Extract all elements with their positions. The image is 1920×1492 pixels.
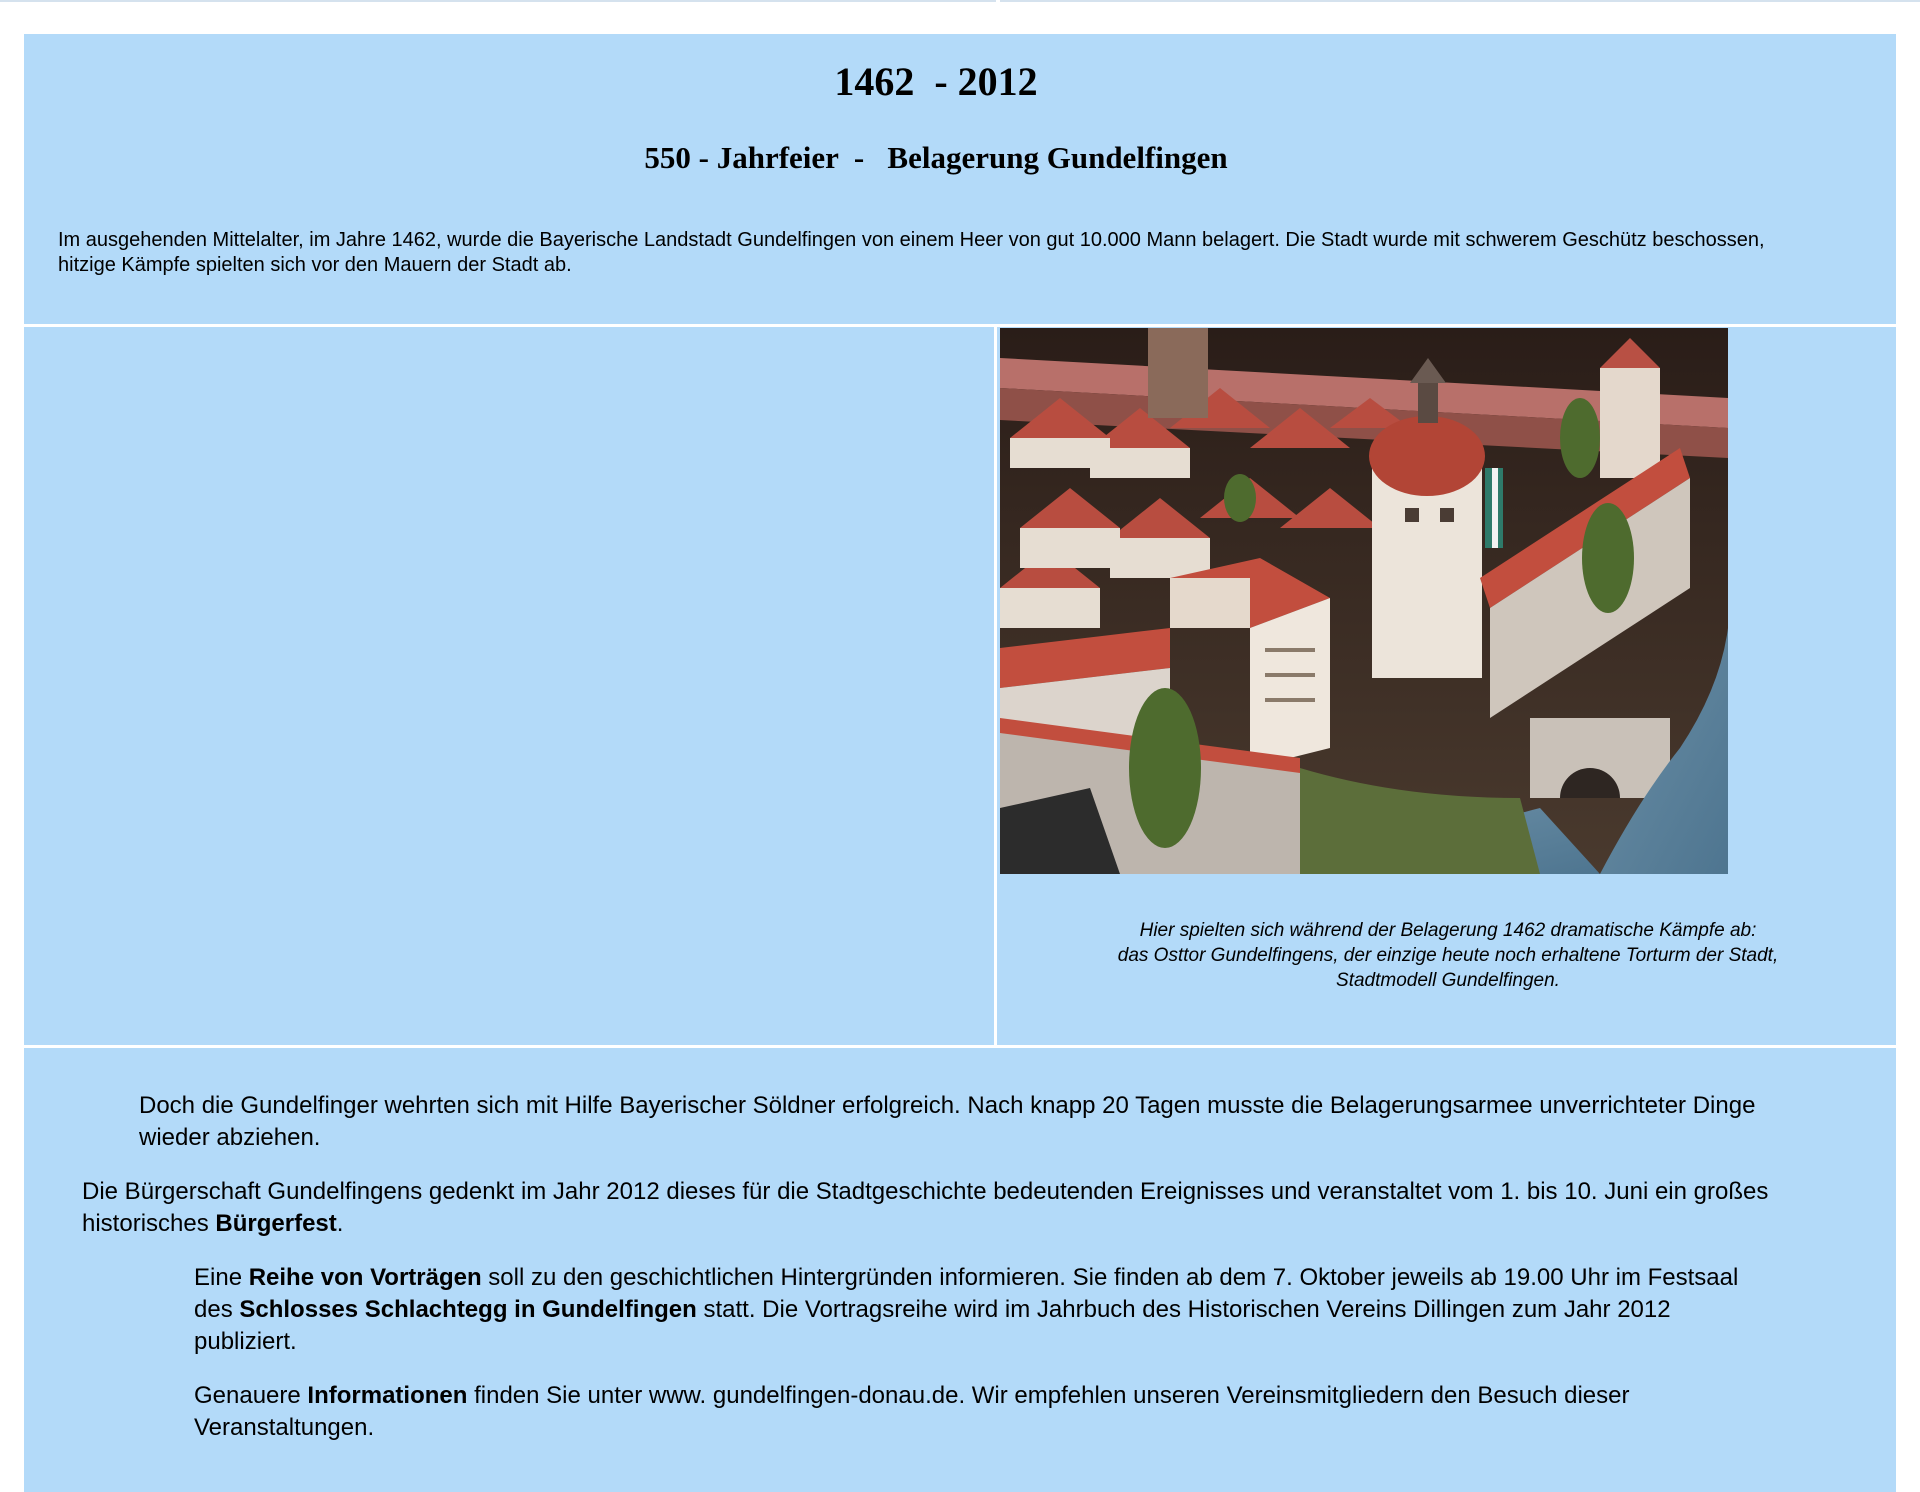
town-model-illustration bbox=[1000, 328, 1728, 874]
p2-text-a: Die Bürgerschaft Gundelfingens gedenkt im Jahr 2012 dieses für die Stadtgeschichte bedeutenden Ereignisses und veranstaltet vom 1. bis 10. Juni ein großes historisches bbox=[82, 1178, 1769, 1237]
empty-left-cell bbox=[24, 327, 994, 1045]
paragraph-information bbox=[194, 1380, 1754, 1444]
figure-caption bbox=[1000, 918, 1896, 993]
p4-text-a: Genauere bbox=[194, 1382, 308, 1409]
paragraph-defense: Doch die Gundelfinger wehrten sich mit Hilfe Bayerischer Söldner erfolgreich. Nach knapp 20 Tagen musste die Belagerungsarmee unverrichteter Dinge wieder abziehen. bbox=[139, 1092, 1756, 1151]
p4-bold-information: Informationen bbox=[307, 1382, 468, 1409]
p2-text-c: . bbox=[336, 1210, 344, 1237]
p3-bold-lectures: Reihe von Vorträgen bbox=[248, 1264, 482, 1291]
p2-bold-buergerfest: Bürgerfest bbox=[215, 1210, 337, 1237]
p4-text-c: finden Sie unter www. gundelfingen-donau.de. Wir empfehlen unseren Vereinsmitgliedern den Besuch dieser Veranstaltungen. bbox=[194, 1382, 1630, 1441]
top-rule bbox=[0, 0, 1920, 2]
caption-line-1: Hier spielten sich während der Belagerung 1462 dramatische Kämpfe ab: bbox=[1139, 920, 1757, 941]
town-model-photo bbox=[1000, 328, 1728, 874]
p3-bold-castle: Schlosses Schlachtegg in Gundelfingen bbox=[239, 1296, 697, 1323]
paragraph-buergerfest bbox=[82, 1176, 1872, 1240]
p3-text-c: soll zu den geschichtlichen Hintergründen informieren. Sie finden ab dem 7. Oktober jeweils ab 19.00 Uhr im Festsaal des bbox=[194, 1264, 1739, 1323]
page-title: 1462 - 2012 bbox=[834, 59, 1038, 104]
p3-text-a: Eine bbox=[194, 1264, 249, 1291]
p3-text-e: statt. Die Vortragsreihe wird im Jahrbuch des Historischen Vereins Dillingen zum Jahr 2012 publiziert. bbox=[194, 1296, 1671, 1355]
caption-line-3: Stadtmodell Gundelfingen. bbox=[1336, 970, 1560, 991]
top-rule-split bbox=[996, 0, 1000, 6]
page-subtitle: 550 - Jahrfeier - Belagerung Gundelfingen bbox=[644, 140, 1228, 175]
caption-line-2: das Osttor Gundelfingens, der einzige heute noch erhaltene Torturm der Stadt, bbox=[1117, 945, 1779, 966]
paragraph-lectures bbox=[194, 1262, 1754, 1358]
intro-paragraph: Im ausgehenden Mittelalter, im Jahre 1462, wurde die Bayerische Landstadt Gundelfingen von einem Heer von gut 10.000 Mann belagert. Die Stadt wurde mit schwerem Geschütz beschossen, hitzige Kämpfe spielten sich vor den Mauern der Stadt ab. bbox=[58, 229, 1765, 276]
